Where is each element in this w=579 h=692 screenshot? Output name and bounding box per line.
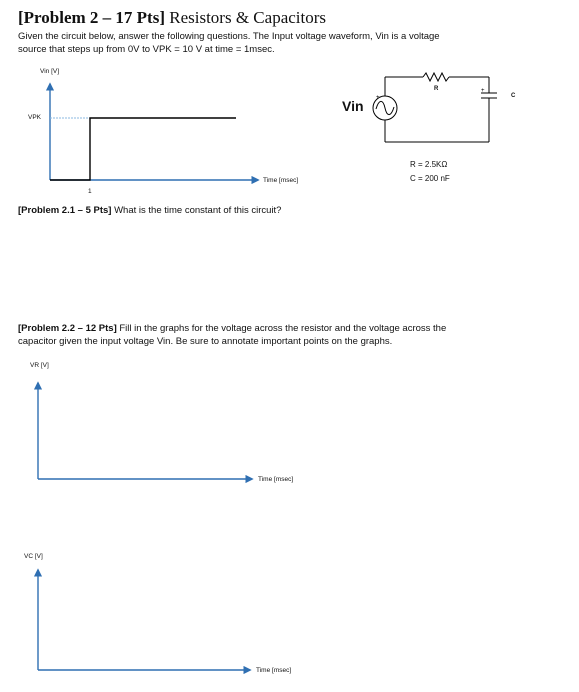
problem-2-2-text-line2: capacitor given the input voltage Vin. Be sure to annotate important points on the graphs.: [18, 336, 393, 347]
problem-2-title-rest: Resistors & Capacitors: [165, 8, 327, 27]
problem-2-2-bold: [Problem 2.2 – 12 Pts]: [18, 323, 117, 334]
capacitor-plus-sign: +: [481, 88, 485, 94]
problem-2-1-bold: [Problem 2.1 – 5 Pts]: [18, 205, 112, 216]
input-waveform-graph: [50, 84, 258, 180]
resistor-voltage-graph: [38, 383, 252, 479]
resistor-symbol: [423, 73, 449, 81]
capacitor-label: C: [511, 93, 516, 99]
resistor-value: R = 2.5KΩ: [410, 160, 448, 169]
sine-wave-icon: [376, 101, 394, 114]
vpk-level-label: VPK: [28, 114, 42, 121]
vr-x-label: Time [msec]: [258, 476, 294, 483]
resistor-label: R: [434, 86, 439, 92]
input-y-label: Vin [V]: [40, 68, 60, 75]
capacitor-voltage-graph: [38, 570, 250, 670]
source-label: Vin: [342, 98, 364, 114]
problem-2-2-line1: [18, 322, 446, 335]
problem-2-intro-line2: source that steps up from 0V to VPK = 10 V at time = 1msec.: [18, 44, 275, 55]
capacitor-value: C = 200 nF: [410, 174, 450, 183]
source-plus-sign: +: [376, 95, 380, 101]
vr-y-label: VR [V]: [30, 362, 49, 369]
problem-2-2-text-line1: Fill in the graphs for the voltage across the resistor and the voltage across the: [116, 323, 447, 334]
problem-2-title-bold: [Problem 2 – 17 Pts]: [18, 8, 165, 27]
problem-2-1-text: What is the time constant of this circuit?: [111, 205, 282, 216]
input-step-waveform: [50, 118, 236, 180]
problem-2-intro-line1: Given the circuit below, answer the following questions. The Input voltage waveform, Vin is a voltage: [18, 31, 440, 42]
problem-2-1-question: [18, 204, 281, 217]
step-time-tick: 1: [88, 188, 92, 195]
rc-circuit: [373, 73, 497, 142]
vc-y-label: VC [V]: [24, 553, 43, 560]
input-x-label: Time [msec]: [263, 177, 299, 184]
vc-x-label: Time [msec]: [256, 667, 292, 674]
